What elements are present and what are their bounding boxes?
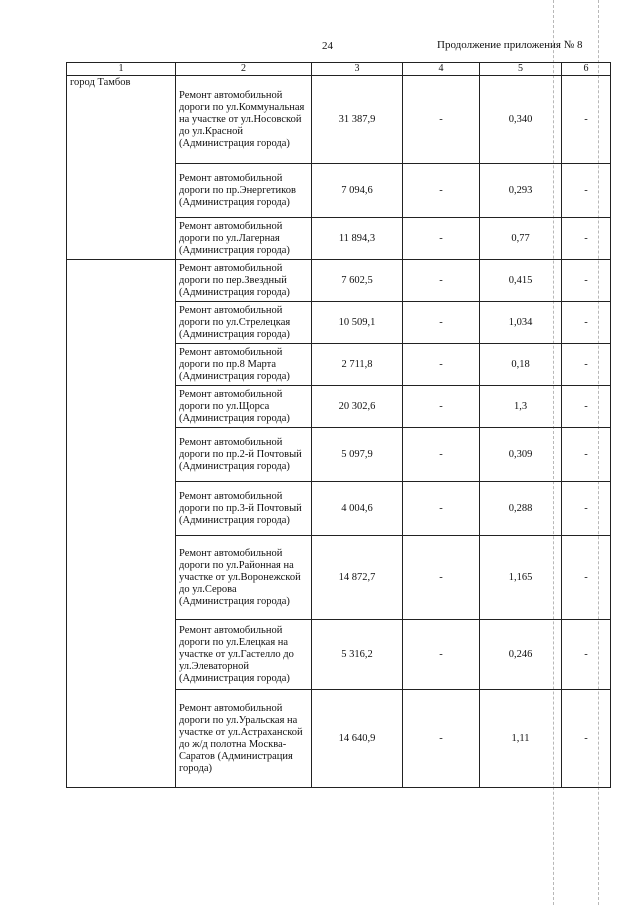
work-description: Ремонт автомобильной дороги по ул.Районная на участке от ул.Воронежской до ул.Серова (Администрация города) (176, 536, 312, 620)
municipality-cell: город Тамбов (67, 76, 176, 260)
col4-cell: - (403, 428, 480, 482)
amount-cell: 11 894,3 (312, 218, 403, 260)
work-description: Ремонт автомобильной дороги по пр.Энергетиков (Администрация города) (176, 164, 312, 218)
length-cell: 0,309 (480, 428, 562, 482)
col6-cell: - (562, 76, 611, 164)
page-number: 24 (322, 40, 333, 52)
col4-cell: - (403, 260, 480, 302)
work-description: Ремонт автомобильной дороги по ул.Стрелецкая (Администрация города) (176, 302, 312, 344)
col6-cell: - (562, 164, 611, 218)
column-header: 6 (562, 63, 611, 76)
amount-cell: 7 094,6 (312, 164, 403, 218)
column-header: 5 (480, 63, 562, 76)
length-cell: 1,034 (480, 302, 562, 344)
work-description: Ремонт автомобильной дороги по ул.Уральская на участке от ул.Астраханской до ж/д полотна Москва-Саратов (Администрация города) (176, 690, 312, 788)
amount-cell: 5 316,2 (312, 620, 403, 690)
col6-cell: - (562, 536, 611, 620)
column-header: 2 (176, 63, 312, 76)
col6-cell: - (562, 690, 611, 788)
length-cell: 0,288 (480, 482, 562, 536)
col6-cell: - (562, 428, 611, 482)
length-cell: 1,165 (480, 536, 562, 620)
work-description: Ремонт автомобильной дороги по ул.Елецкая на участке от ул.Гастелло до ул.Элеваторной (Администрация города) (176, 620, 312, 690)
col4-cell: - (403, 164, 480, 218)
col6-cell: - (562, 218, 611, 260)
length-cell: 0,340 (480, 76, 562, 164)
amount-cell: 14 640,9 (312, 690, 403, 788)
amount-cell: 20 302,6 (312, 386, 403, 428)
length-cell: 0,293 (480, 164, 562, 218)
work-description: Ремонт автомобильной дороги по пер.Звездный (Администрация города) (176, 260, 312, 302)
col4-cell: - (403, 690, 480, 788)
col4-cell: - (403, 76, 480, 164)
col4-cell: - (403, 218, 480, 260)
column-header: 4 (403, 63, 480, 76)
length-cell: 0,77 (480, 218, 562, 260)
length-cell: 0,18 (480, 344, 562, 386)
table-row (67, 260, 611, 302)
amount-cell: 5 097,9 (312, 428, 403, 482)
work-description: Ремонт автомобильной дороги по пр.3-й Почтовый (Администрация города) (176, 482, 312, 536)
amount-cell: 31 387,9 (312, 76, 403, 164)
length-cell: 0,246 (480, 620, 562, 690)
amount-cell: 2 711,8 (312, 344, 403, 386)
col6-cell: - (562, 620, 611, 690)
work-description: Ремонт автомобильной дороги по ул.Щорса (Администрация города) (176, 386, 312, 428)
col6-cell: - (562, 344, 611, 386)
table-header-row (67, 63, 611, 76)
amount-cell: 10 509,1 (312, 302, 403, 344)
col6-cell: - (562, 482, 611, 536)
col4-cell: - (403, 482, 480, 536)
work-description: Ремонт автомобильной дороги по пр.2-й Почтовый (Администрация города) (176, 428, 312, 482)
col4-cell: - (403, 386, 480, 428)
length-cell: 0,415 (480, 260, 562, 302)
col6-cell: - (562, 260, 611, 302)
work-description: Ремонт автомобильной дороги по пр.8 Марта (Администрация города) (176, 344, 312, 386)
col6-cell: - (562, 302, 611, 344)
municipality-cell-empty (67, 260, 176, 788)
length-cell: 1,11 (480, 690, 562, 788)
column-header: 3 (312, 63, 403, 76)
amount-cell: 7 602,5 (312, 260, 403, 302)
col4-cell: - (403, 536, 480, 620)
amount-cell: 4 004,6 (312, 482, 403, 536)
work-description: Ремонт автомобильной дороги по ул.Коммунальная на участке от ул.Носовской до ул.Красной (Администрация города) (176, 76, 312, 164)
amount-cell: 14 872,7 (312, 536, 403, 620)
length-cell: 1,3 (480, 386, 562, 428)
col4-cell: - (403, 344, 480, 386)
data-table (66, 62, 611, 788)
table-row (67, 76, 611, 164)
col4-cell: - (403, 302, 480, 344)
continuation-title: Продолжение приложения № 8 (437, 39, 583, 51)
col6-cell: - (562, 386, 611, 428)
column-header: 1 (67, 63, 176, 76)
col4-cell: - (403, 620, 480, 690)
work-description: Ремонт автомобильной дороги по ул.Лагерная (Администрация города) (176, 218, 312, 260)
